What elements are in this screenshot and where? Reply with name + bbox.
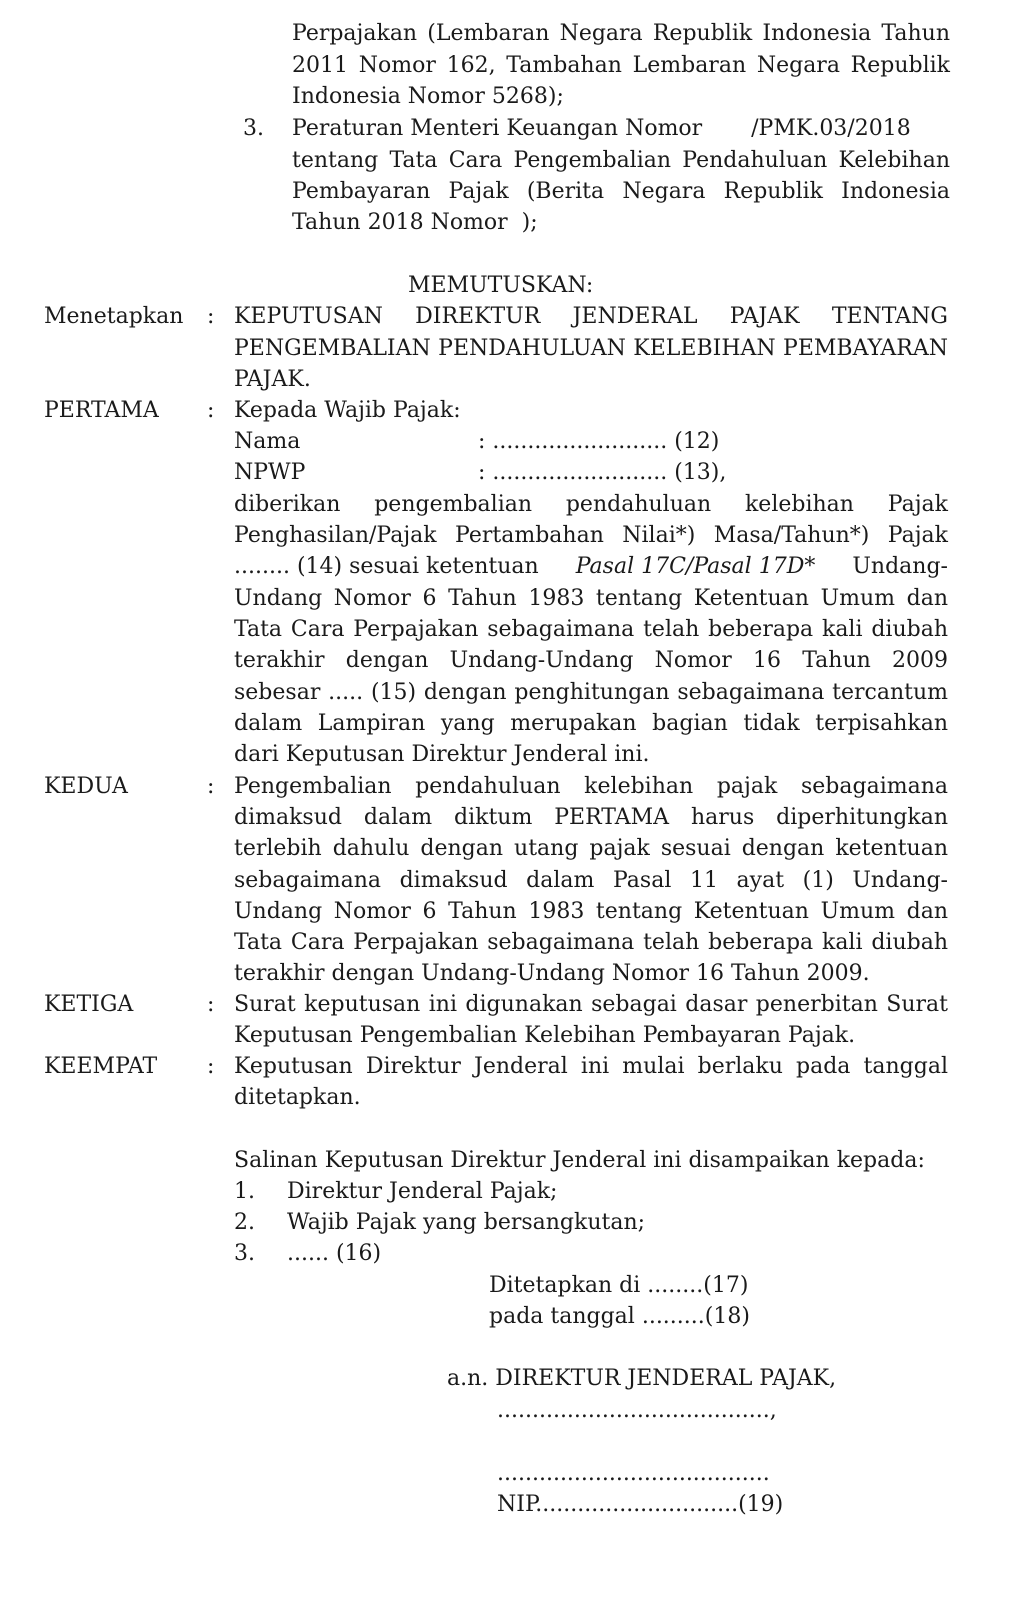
pertama-line8: dalam Lampiran yang merupakan bagian tidak terpisahkan	[234, 711, 948, 736]
consider-item2-line1: Perpajakan (Lembaran Negara Republik Indonesia Tahun	[292, 21, 950, 46]
consider-item3-line4: Tahun 2018 Nomor );	[292, 210, 538, 235]
kedua-line5: Undang Nomor 6 Tahun 1983 tentang Ketentuan Umum dan	[234, 899, 948, 924]
signature-place: Ditetapkan di ........(17)	[489, 1273, 749, 1298]
pertama-line3-a: ........ (14) sesuai ketentuan	[234, 554, 539, 579]
salinan-intro: Salinan Keputusan Direktur Jenderal ini disampaikan kepada:	[234, 1148, 925, 1173]
ketiga-colon: :	[207, 992, 215, 1017]
consider-item3-line2: tentang Tata Cara Pengembalian Pendahuluan Kelebihan	[292, 148, 950, 173]
menetapkan-label: Menetapkan	[44, 304, 184, 329]
salinan-item2-text: Wajib Pajak yang bersangkutan;	[287, 1210, 646, 1235]
kedua-line7: terakhir dengan Undang-Undang Nomor 16 Tahun 2009.	[234, 961, 870, 986]
decision-heading: MEMUTUSKAN:	[408, 273, 594, 298]
kedua-label: KEDUA	[44, 774, 128, 799]
npwp-label: NPWP	[234, 460, 306, 485]
keempat-line2: ditetapkan.	[234, 1085, 361, 1110]
keempat-label: KEEMPAT	[44, 1054, 158, 1079]
menetapkan-line1: KEPUTUSAN DIREKTUR JENDERAL PAJAK TENTANG	[234, 304, 948, 329]
pertama-pasal-ref: Pasal 17C/Pasal 17D*	[575, 554, 816, 579]
salinan-item3-text: ...... (16)	[287, 1241, 382, 1266]
menetapkan-line3: PAJAK.	[234, 367, 311, 392]
salinan-item1-number: 1.	[234, 1179, 255, 1204]
pertama-line2: Penghasilan/Pajak Pertambahan Nilai*) Masa/Tahun*) Pajak	[234, 523, 948, 548]
salinan-item1-text: Direktur Jenderal Pajak;	[287, 1179, 558, 1204]
pertama-line6: terakhir dengan Undang-Undang Nomor 16 Tahun 2009	[234, 648, 948, 673]
pertama-label: PERTAMA	[44, 398, 159, 423]
pertama-line3-c: Undang-	[852, 554, 948, 579]
menetapkan-colon: :	[207, 304, 215, 329]
salinan-item2-number: 2.	[234, 1210, 255, 1235]
kedua-colon: :	[207, 774, 215, 799]
signature-position-blank: .......................................,	[497, 1398, 777, 1423]
keempat-colon: :	[207, 1054, 215, 1079]
kedua-line1: Pengembalian pendahuluan kelebihan pajak sebagaimana	[234, 774, 948, 799]
signature-date: pada tanggal .........(18)	[489, 1304, 750, 1329]
signature-name-blank: .......................................	[497, 1461, 770, 1486]
pertama-line3	[234, 551, 948, 583]
consider-item2-line3: Indonesia Nomor 5268);	[292, 84, 564, 109]
ketiga-line1: Surat keputusan ini digunakan sebagai dasar penerbitan Surat	[234, 992, 948, 1017]
pertama-intro: Kepada Wajib Pajak:	[234, 398, 461, 423]
kedua-line4: sebagaimana dimaksud dalam Pasal 11 ayat (1) Undang-	[234, 868, 948, 893]
consider-item3-line1: Peraturan Menteri Keuangan Nomor /PMK.03/2018	[292, 116, 911, 141]
menetapkan-line2: PENGEMBALIAN PENDAHULUAN KELEBIHAN PEMBAYARAN	[234, 336, 948, 361]
kedua-line6: Tata Cara Perpajakan sebagaimana telah beberapa kali diubah	[234, 930, 948, 955]
signature-nip: NIP.............................(19)	[497, 1492, 784, 1517]
ketiga-line2: Keputusan Pengembalian Kelebihan Pembayaran Pajak.	[234, 1023, 856, 1048]
pertama-line9: dari Keputusan Direktur Jenderal ini.	[234, 742, 650, 767]
keempat-line1: Keputusan Direktur Jenderal ini mulai berlaku pada tanggal	[234, 1054, 948, 1079]
kedua-line3: terlebih dahulu dengan utang pajak sesuai dengan ketentuan	[234, 836, 948, 861]
pertama-line5: Tata Cara Perpajakan sebagaimana telah beberapa kali diubah	[234, 617, 948, 642]
npwp-value: : ......................... (13),	[478, 460, 727, 485]
consider-item3-number: 3.	[243, 116, 264, 141]
pertama-colon: :	[207, 398, 215, 423]
nama-label: Nama	[234, 429, 301, 454]
nama-value: : ......................... (12)	[478, 429, 720, 454]
consider-item3-line3: Pembayaran Pajak (Berita Negara Republik Indonesia	[292, 179, 950, 204]
pertama-line1: diberikan pengembalian pendahuluan kelebihan Pajak	[234, 492, 948, 517]
signature-on-behalf: a.n. DIREKTUR JENDERAL PAJAK,	[447, 1366, 837, 1391]
consider-item2-line2: 2011 Nomor 162, Tambahan Lembaran Negara Republik	[292, 53, 950, 78]
pertama-line4: Undang Nomor 6 Tahun 1983 tentang Ketentuan Umum dan	[234, 586, 948, 611]
salinan-item3-number: 3.	[234, 1241, 255, 1266]
ketiga-label: KETIGA	[44, 992, 134, 1017]
kedua-line2: dimaksud dalam diktum PERTAMA harus diperhitungkan	[234, 805, 948, 830]
pertama-line7: sebesar ..... (15) dengan penghitungan sebagaimana tercantum	[234, 680, 948, 705]
